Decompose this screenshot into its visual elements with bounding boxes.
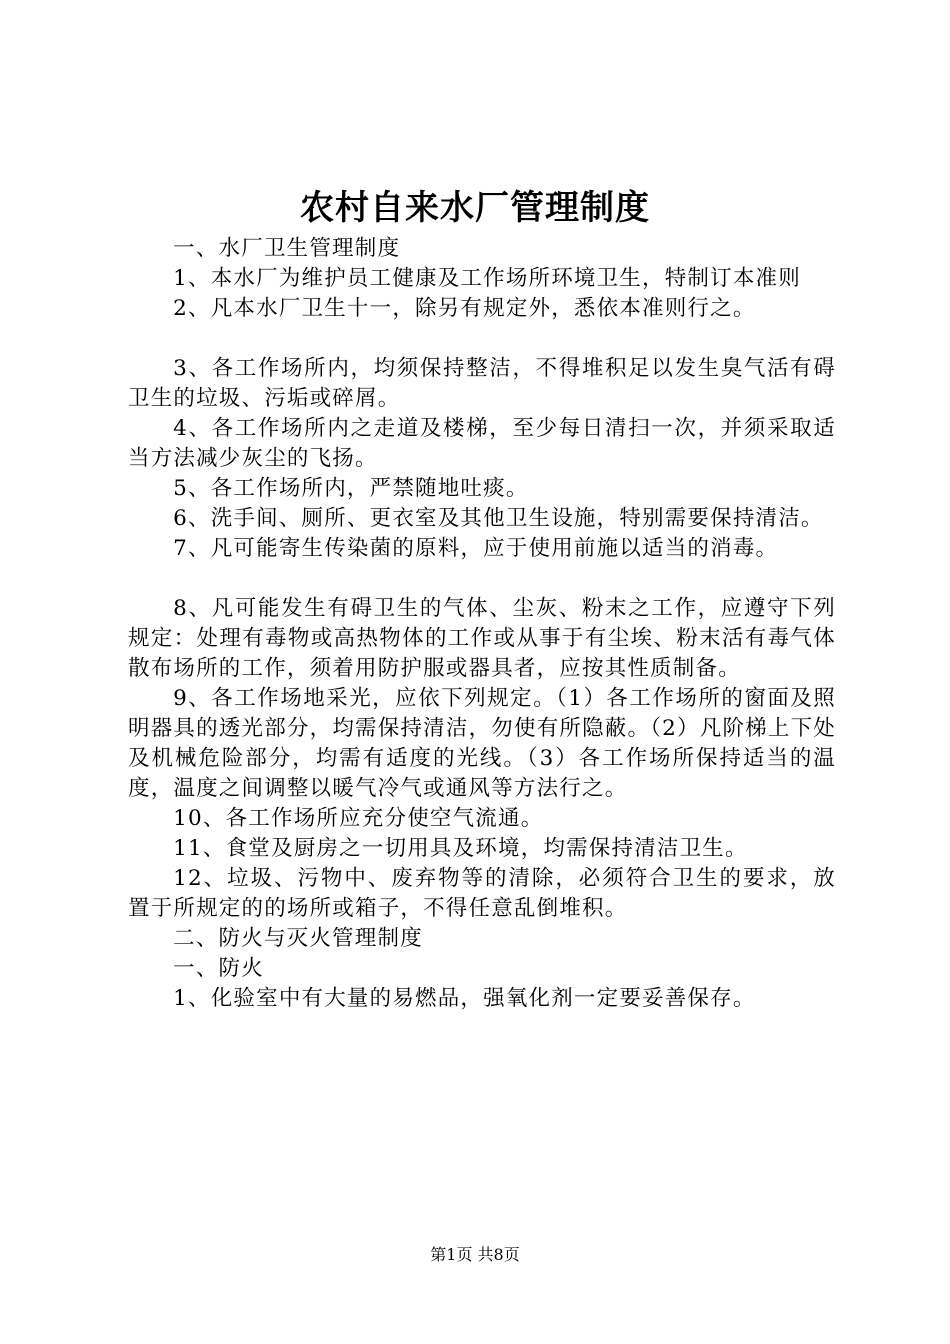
paragraph: 1、化验室中有大量的易燃品，强氧化剂一定要妥善保存。 (173, 986, 756, 1011)
paragraph: 6、洗手间、厕所、更衣室及其他卫生设施，特别需要保持清洁。 (173, 506, 824, 531)
paragraph: 7、凡可能寄生传染菌的原料，应于使用前施以适当的消毒。 (173, 536, 779, 561)
page-footer: 第1页 共8页 (430, 1245, 520, 1264)
paragraph: 5、各工作场所内，严禁随地吐痰。 (173, 476, 529, 501)
section-heading-fire: 二、防火与灭火管理制度 (173, 926, 423, 951)
paragraph: 12、垃圾、污物中、废弃物等的清除，必须符合卫生的要求，放置于所规定的的场所或箱子，不得任意乱倒堆积。 (128, 866, 836, 921)
paragraph: 1、本水厂为维护员工健康及工作场所环境卫生，特制订本准则 (173, 266, 801, 291)
paragraph: 8、凡可能发生有碍卫生的气体、尘灰、粉末之工作，应遵守下列规定：处理有毒物或高热物体的工作或从事于有尘埃、粉末活有毒气体散布场所的工作，须着用防护服或器具者，应按其性质制备。 (128, 596, 836, 681)
document-title: 农村自来水厂管理制度 (300, 188, 650, 228)
paragraph: 10、各工作场所应充分使空气流通。 (173, 806, 544, 831)
subsection-heading-fire-prevention: 一、防火 (173, 956, 264, 981)
paragraph: 9、各工作场地采光，应依下列规定。（1）各工作场所的窗面及照明器具的透光部分，均需保持清洁，勿使有所隐蔽。（2）凡阶梯上下处及机械危险部分，均需有适度的光线。（3）各工作场所保持适当的温度，温度之间调整以暖气冷气或通风等方法行之。 (128, 686, 836, 801)
section-heading-hygiene: 一、水厂卫生管理制度 (173, 236, 401, 261)
document-body (128, 234, 836, 1014)
paragraph: 11、食堂及厨房之一切用具及环境，均需保持清洁卫生。 (173, 836, 748, 861)
paragraph: 3、各工作场所内，均须保持整洁，不得堆积足以发生臭气活有碍卫生的垃圾、污垢或碎屑。 (128, 356, 836, 411)
paragraph: 4、各工作场所内之走道及楼梯，至少每日清扫一次，并须采取适当方法减少灰尘的飞扬。 (128, 416, 836, 471)
paragraph: 2、凡本水厂卫生十一，除另有规定外，悉依本准则行之。 (173, 296, 756, 321)
